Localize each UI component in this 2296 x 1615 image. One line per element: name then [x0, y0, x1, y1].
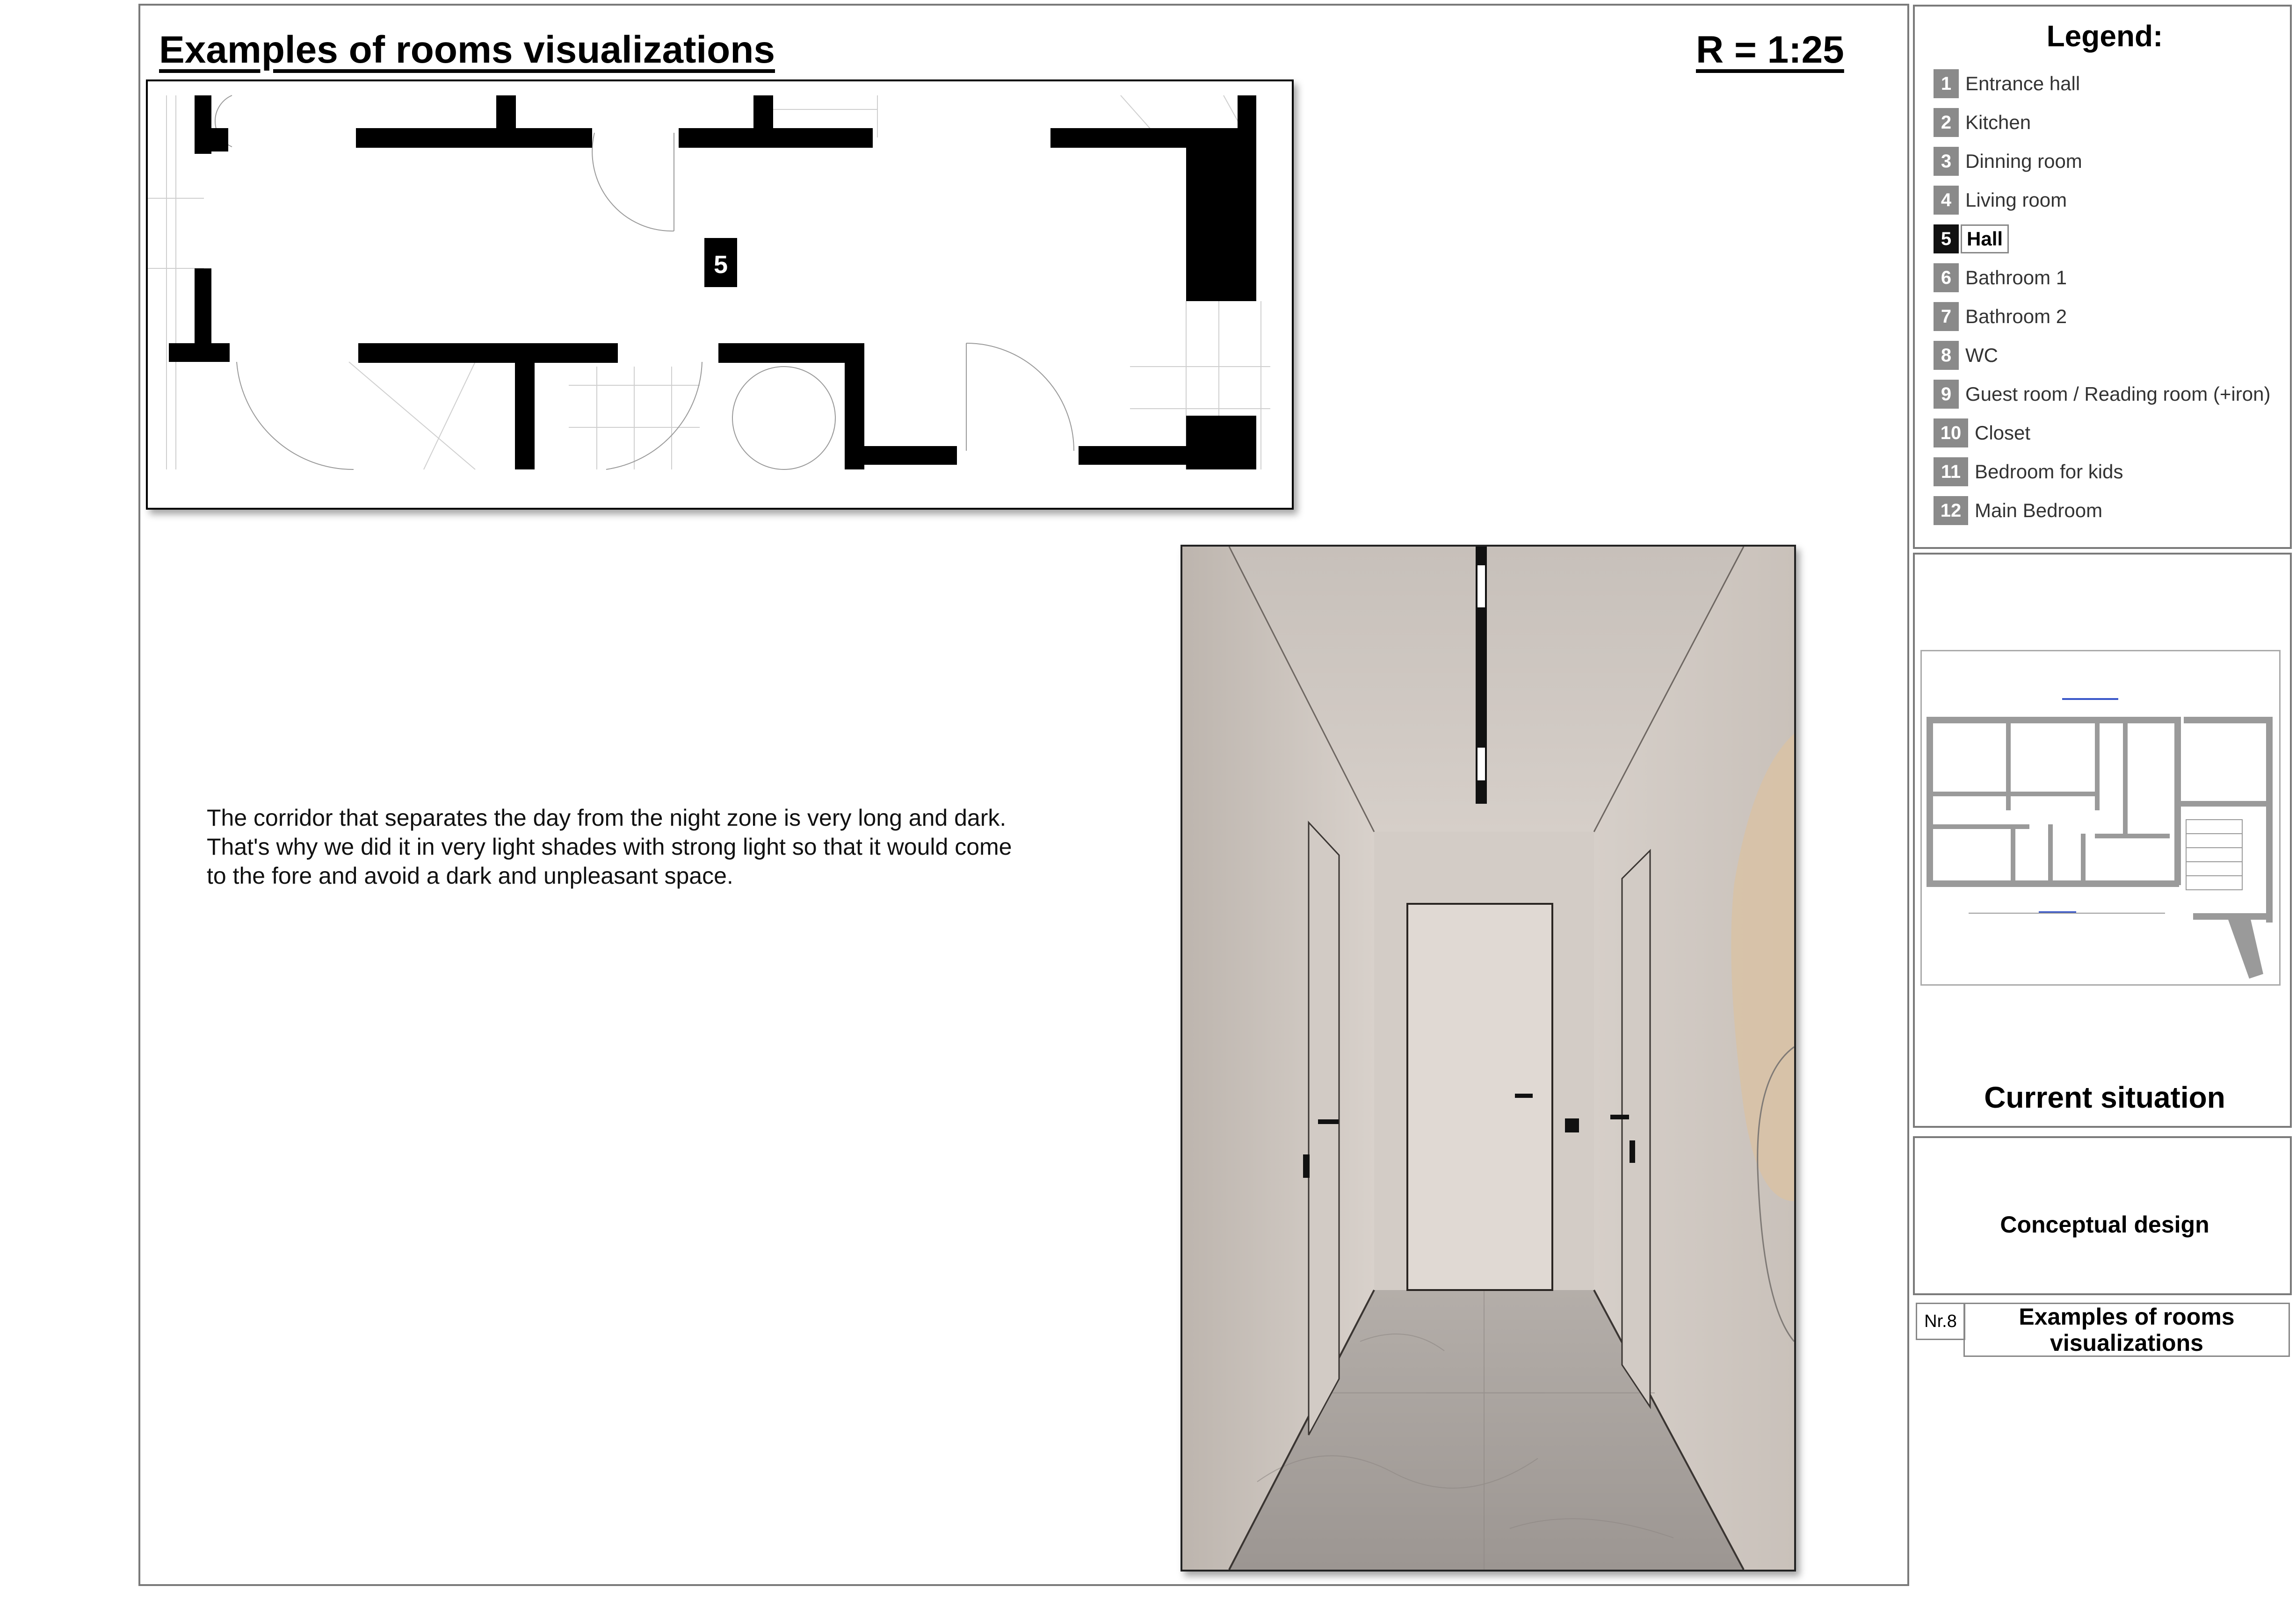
legend-number: 6: [1934, 263, 1959, 292]
legend-item-living-room: [1934, 186, 2067, 215]
legend-item-bathroom-1: [1934, 263, 2067, 292]
legend-label: WC: [1965, 344, 1998, 366]
legend-item-bedroom-for-kids: [1934, 457, 2123, 486]
legend-label: Bathroom 1: [1965, 267, 2067, 288]
project-stage-label: Conceptual design: [2000, 1211, 2209, 1238]
legend-number: 5: [1934, 224, 1959, 253]
legend-item-dinning-room: [1934, 147, 2082, 176]
legend-number: 10: [1934, 418, 1968, 447]
floor-plan-detail: [146, 79, 1294, 510]
legend-item-main-bedroom: [1934, 496, 2102, 525]
key-plan-drawing: [1922, 651, 2279, 984]
legend-item-hall-active: [1934, 224, 2009, 253]
legend-number: 12: [1934, 496, 1968, 525]
door-swings: [215, 95, 1074, 469]
description-line-2: That's why we did it in very light shades with strong light so that it would come: [207, 834, 1012, 860]
scale-label: R = 1:25: [1696, 29, 1844, 71]
legend-label: Main Bedroom: [1975, 499, 2103, 521]
legend-number: 7: [1934, 302, 1959, 331]
floor-plan-drawing: [148, 81, 1292, 508]
sheet-name-box: [1963, 1303, 2290, 1357]
legend-item-bathroom-2: [1934, 302, 2067, 331]
legend-label: Entrance hall: [1965, 72, 2080, 94]
legend-number: 11: [1934, 457, 1968, 486]
legend-label: Hall: [1961, 224, 2009, 253]
legend-label: Living room: [1965, 189, 2067, 211]
room-marker-5: [704, 238, 737, 287]
legend-item-guest-room: [1934, 380, 2270, 409]
legend-item-wc: [1934, 341, 1998, 370]
legend-number: 9: [1934, 380, 1959, 409]
legend-number: 2: [1934, 108, 1959, 137]
legend-label: Guest room / Reading room (+iron): [1965, 383, 2271, 405]
svg-text:5: 5: [713, 251, 728, 279]
sheet-name-line-2: visualizations: [2050, 1330, 2203, 1356]
legend-item-closet: [1934, 418, 2030, 447]
legend-number: 8: [1934, 341, 1959, 370]
legend-label: Bathroom 2: [1965, 305, 2067, 327]
sheet-name-line-1: Examples of rooms: [2019, 1304, 2235, 1330]
sheet-number: Nr.8: [1916, 1303, 1965, 1340]
legend-title: Legend:: [2046, 19, 2163, 53]
legend-number: 4: [1934, 186, 1959, 215]
key-plan-thumbnail: [1920, 650, 2281, 986]
legend-label: Dinning room: [1965, 150, 2082, 172]
corridor-render-image: [1181, 545, 1796, 1572]
description-line-3: to the fore and avoid a dark and unpleasant space.: [207, 863, 733, 889]
room-description: [207, 803, 1133, 890]
sheet-title: Examples of rooms visualizations: [159, 29, 775, 71]
legend-label: Bedroom for kids: [1975, 461, 2123, 483]
legend-label: Closet: [1975, 422, 2031, 444]
current-situation-label: Current situation: [1984, 1081, 2225, 1114]
legend-item-kitchen: [1934, 108, 2031, 137]
legend-label: Kitchen: [1965, 111, 2031, 133]
description-line-1: The corridor that separates the day from the night zone is very long and dark.: [207, 805, 1007, 831]
legend-number: 3: [1934, 147, 1959, 176]
corridor-render-drawing: [1182, 547, 1794, 1570]
legend-number: 1: [1934, 69, 1959, 98]
legend-item-entrance-hall: [1934, 69, 2080, 98]
